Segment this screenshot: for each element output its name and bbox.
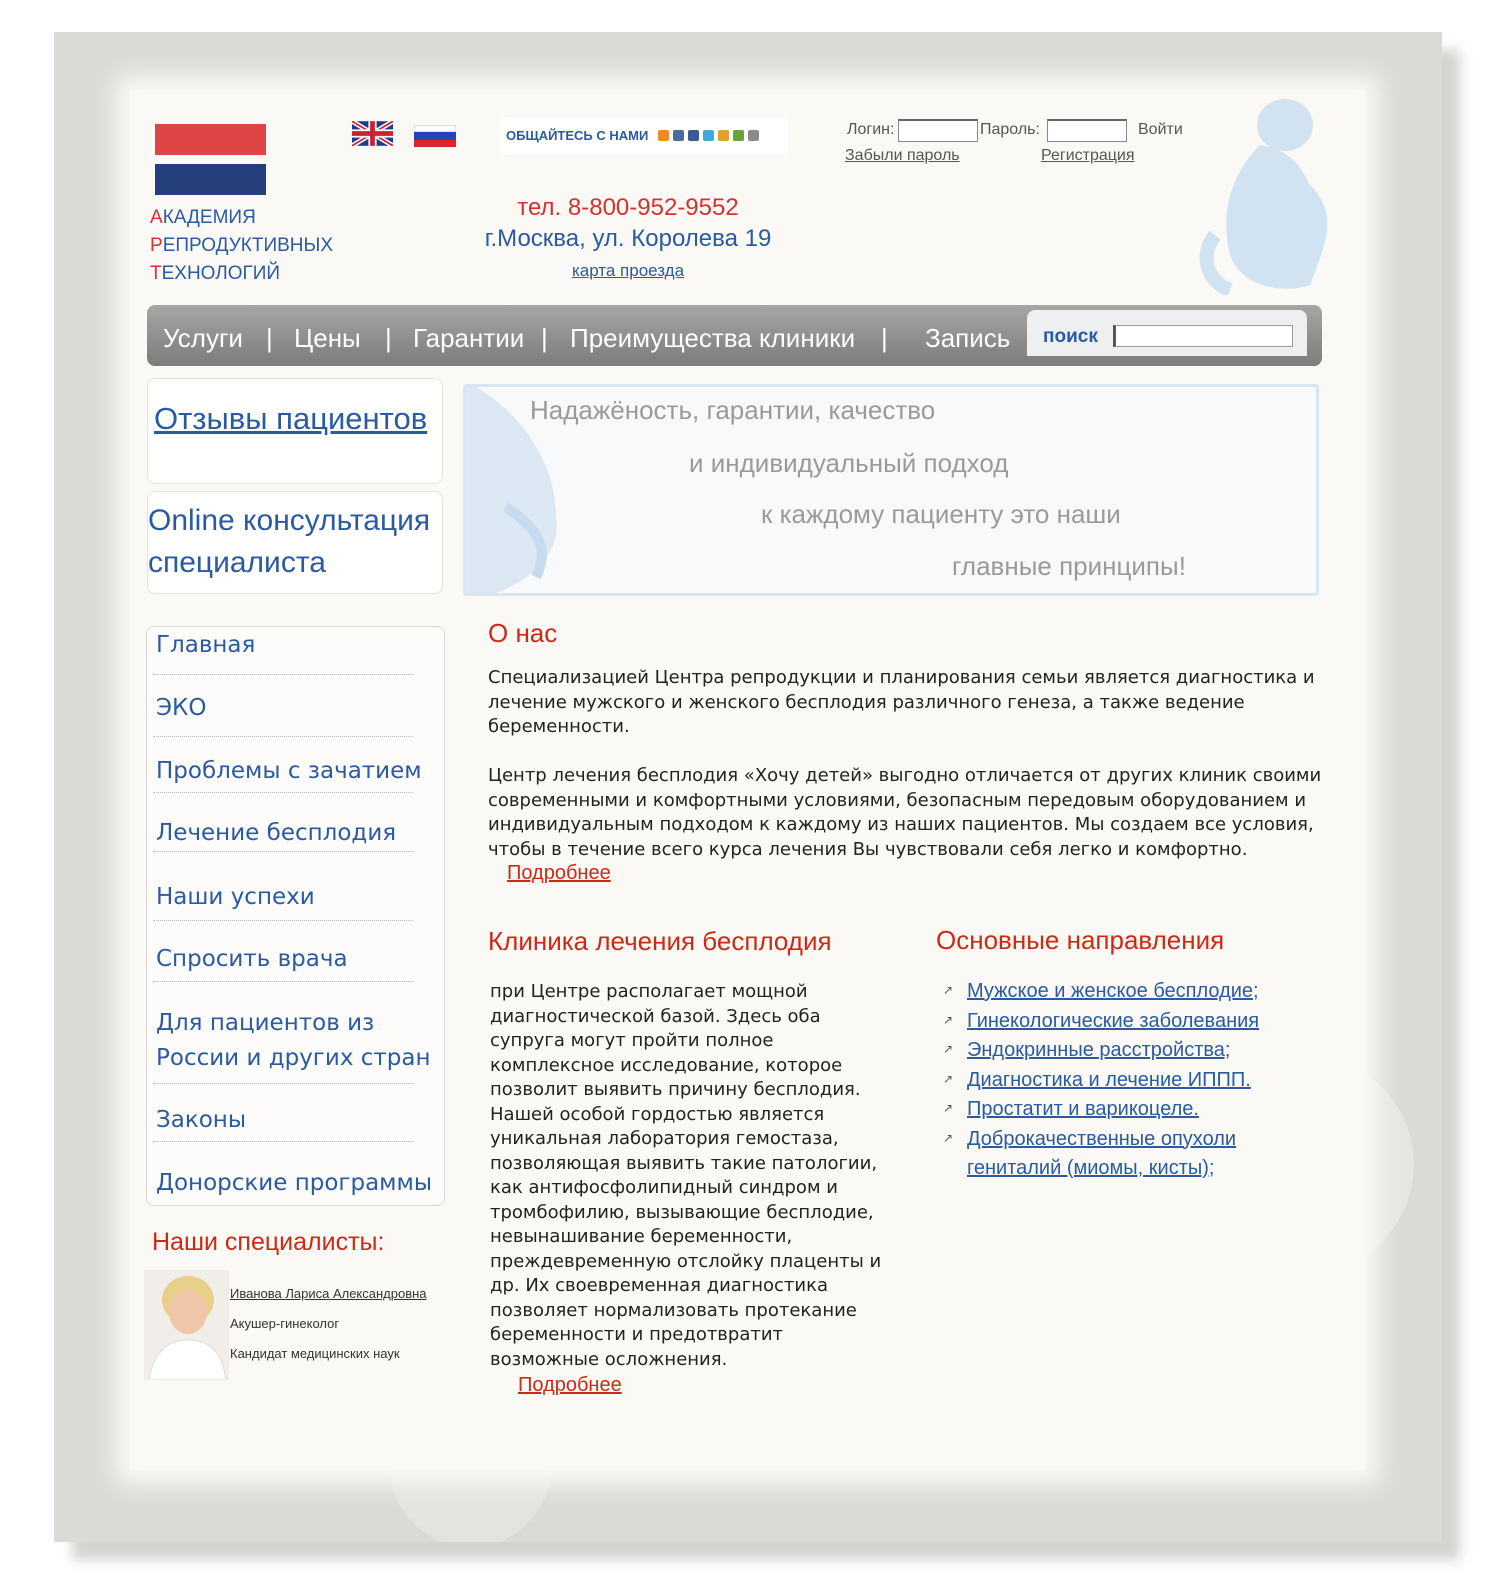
direction-link[interactable]: Диагностика и лечение ИППП. [967,1068,1251,1091]
password-input[interactable] [1047,119,1127,142]
list-item[interactable] [943,1036,1287,1066]
menu-divider [153,674,413,675]
reviews-link[interactable]: Отзывы пациентов [154,401,428,436]
banner-line: Надажёность, гарантии, качество [530,395,936,425]
menu-item-laws[interactable]: Законы [156,1107,247,1133]
arrow-icon: ↗ [943,1130,954,1145]
text-line: позволяющая выявить такие патологии, [490,1152,878,1174]
banner-line: к каждому пациенту это наши [761,499,1121,529]
address: г.Москва, ул. Королева 19 [484,225,772,252]
menu-divider [153,792,413,793]
text-line: возможные осложнения. [490,1348,728,1370]
login-label: Логин: [847,121,895,138]
english-flag-icon[interactable] [352,121,393,146]
menu-item-ask-doctor[interactable]: Спросить врача [156,946,348,972]
edit-icon[interactable] [748,130,759,141]
login-input[interactable] [898,119,978,142]
direction-link[interactable]: Гинекологические заболевания [967,1009,1260,1032]
logo-word: ЕПРОДУКТИВНЫХ [162,235,334,256]
specialist-name[interactable]: Иванова Лариса Александровна [230,1286,427,1301]
register-link[interactable]: Регистрация [1041,147,1135,164]
direction-link[interactable]: Мужское и женское бесплодие; [967,980,1259,1002]
directions-list [943,977,1287,1184]
login-button[interactable]: Войти [1138,121,1183,138]
about-title: О нас [488,618,558,648]
facebook-icon[interactable] [688,130,699,141]
text-line: уникальная лаборатория гемостаза, [490,1128,839,1149]
text-line: др. Их своевременная диагностика [490,1275,829,1296]
menu-divider [153,851,413,852]
clinic-more-link[interactable]: Подробнее [518,1374,622,1396]
logo-word: КАДЕМИЯ [162,207,256,228]
text-line: как антифосфолипидный синдром и [490,1177,838,1198]
clinic-title: Клиника лечения бесплодия [488,926,832,956]
twitter-icon[interactable] [703,130,714,141]
menu-divider [153,981,413,982]
menu-item-donor[interactable]: Донорские программы [156,1170,433,1196]
nav-separator: | [385,323,392,353]
nav-separator: | [541,323,548,353]
arrow-icon: ↗ [943,1071,954,1086]
direction-link[interactable]: Простатит и варикоцеле. [967,1098,1199,1120]
logo-initial: А [150,207,163,228]
text-line: чтобы в течение всего курса лечения Вы чувствовали себя легко и комфортно. [488,838,1248,860]
list-item[interactable] [943,1007,1287,1037]
text-line: Специализацией Центра репродукции и планирования семьи является диагностика и [488,667,1315,688]
menu-item-treatment[interactable]: Лечение бесплодия [156,820,397,846]
menu-divider [153,1141,413,1142]
nav-appointment[interactable]: Запись [925,323,1011,353]
direction-link[interactable]: Доброкачественные опухоли гениталий (миомы, кисты); [967,1127,1237,1179]
logo-text[interactable] [150,204,333,288]
text-line: Нашей особой гордостью является [490,1103,825,1125]
password-label: Пароль: [980,121,1040,138]
odnoklassniki-icon[interactable] [658,130,669,141]
specialist-photo[interactable] [144,1270,229,1380]
arrow-icon: ↗ [943,1101,954,1115]
text-line: беременности. [488,716,630,737]
text-line: комплексное исследование, которое [490,1054,843,1076]
list-item[interactable] [943,1125,1287,1184]
pregnant-woman-illustration [1190,95,1350,295]
text-line: индивидуальным подходом к каждому из наших пациентов. Мы создаем все условия, [488,814,1314,835]
consult-line: Online консультация [148,504,431,537]
nav-separator: | [881,323,888,353]
nav-advantages[interactable]: Преимущества клиники [570,323,856,353]
menu-item-success[interactable]: Наши успехи [156,884,315,910]
logo-initial: Р [150,235,163,256]
arrow-icon: ↗ [943,983,954,997]
nav-prices[interactable]: Цены [294,323,361,353]
banner-line: и индивидуальный подход [689,448,1009,478]
map-link[interactable]: карта проезда [571,261,685,280]
text-line: позволяет нормализовать протекание [490,1299,857,1321]
nav-services[interactable]: Услуги [163,323,243,353]
specialist-role: Акушер-гинеколог [230,1316,340,1331]
text-line: супруга могут пройти полное [490,1030,774,1051]
vkontakte-icon[interactable] [673,130,684,141]
community-icon[interactable] [733,130,744,141]
search-input[interactable] [1113,325,1293,347]
text-line: преждевременную отслойку плаценты и [490,1250,882,1272]
banner-line: главные принципы! [952,551,1186,581]
social-label: ОБЩАЙТЕСЬ С НАМИ [506,128,649,143]
menu-item-home[interactable]: Главная [156,632,256,658]
menu-item-foreign-patients-2[interactable]: России и других стран [156,1045,431,1071]
search-label: поиск [1043,326,1098,347]
arrow-icon: ↗ [943,1012,954,1027]
text-line: тромбофилию, вызывающие бесплодие, [490,1201,874,1223]
list-item[interactable] [943,1066,1287,1096]
text-line: невынашивание беременности, [490,1226,793,1247]
about-paragraph-1 [488,666,1328,740]
specialists-title: Наши специалисты: [152,1228,385,1256]
people-icon[interactable] [718,130,729,141]
nav-separator: | [266,323,273,353]
nav-guarantees[interactable]: Гарантии [413,323,525,353]
menu-item-conception[interactable]: Проблемы с зачатием [156,758,422,784]
menu-divider [153,920,413,921]
logo-word: ЕХНОЛОГИЙ [161,263,281,284]
social-icons [658,128,763,142]
principles-banner [463,384,1319,596]
online-consultation-link[interactable] [148,500,430,584]
text-line: беременности и предотвратит [490,1324,784,1345]
logo-red-bar[interactable] [155,124,266,155]
logo-initial: Т [150,263,162,284]
about-paragraph-2 [488,764,1328,862]
menu-item-ivf[interactable]: ЭКО [156,695,207,721]
list-item[interactable] [943,977,1287,1007]
direction-link[interactable]: Эндокринные расстройства; [967,1039,1231,1061]
logo-blue-bar[interactable] [155,164,266,195]
menu-divider [153,736,413,737]
directions-title: Основные направления [936,925,1225,955]
text-line: диагностической базой. Здесь оба [490,1005,821,1027]
phone-number: тел. 8-800-952-9552 [517,194,739,221]
text-line: современными и комфортными условиями, безопасным передовым оборудованием и [488,789,1307,811]
list-item[interactable] [943,1095,1287,1125]
text-line: позволит выявить причину бесплодия. [490,1079,861,1100]
menu-divider [153,1083,413,1084]
consult-line: специалиста [148,546,326,579]
forgot-password-link[interactable]: Забыли пароль [845,147,960,164]
text-line: при Центре располагает мощной [490,981,808,1002]
text-line: Центр лечения бесплодия «Хочу детей» выгодно отличается от других клиник своими [488,765,1322,786]
menu-item-foreign-patients[interactable]: Для пациентов из [156,1010,375,1036]
russian-flag-icon[interactable] [414,125,456,147]
arrow-icon: ↗ [943,1042,954,1056]
specialist-degree: Кандидат медицинских наук [230,1346,400,1361]
about-more-link[interactable]: Подробнее [507,862,611,884]
clinic-paragraph [490,980,890,1372]
text-line: лечение мужского и женского бесплодия различного генеза, а также ведение [488,691,1245,713]
